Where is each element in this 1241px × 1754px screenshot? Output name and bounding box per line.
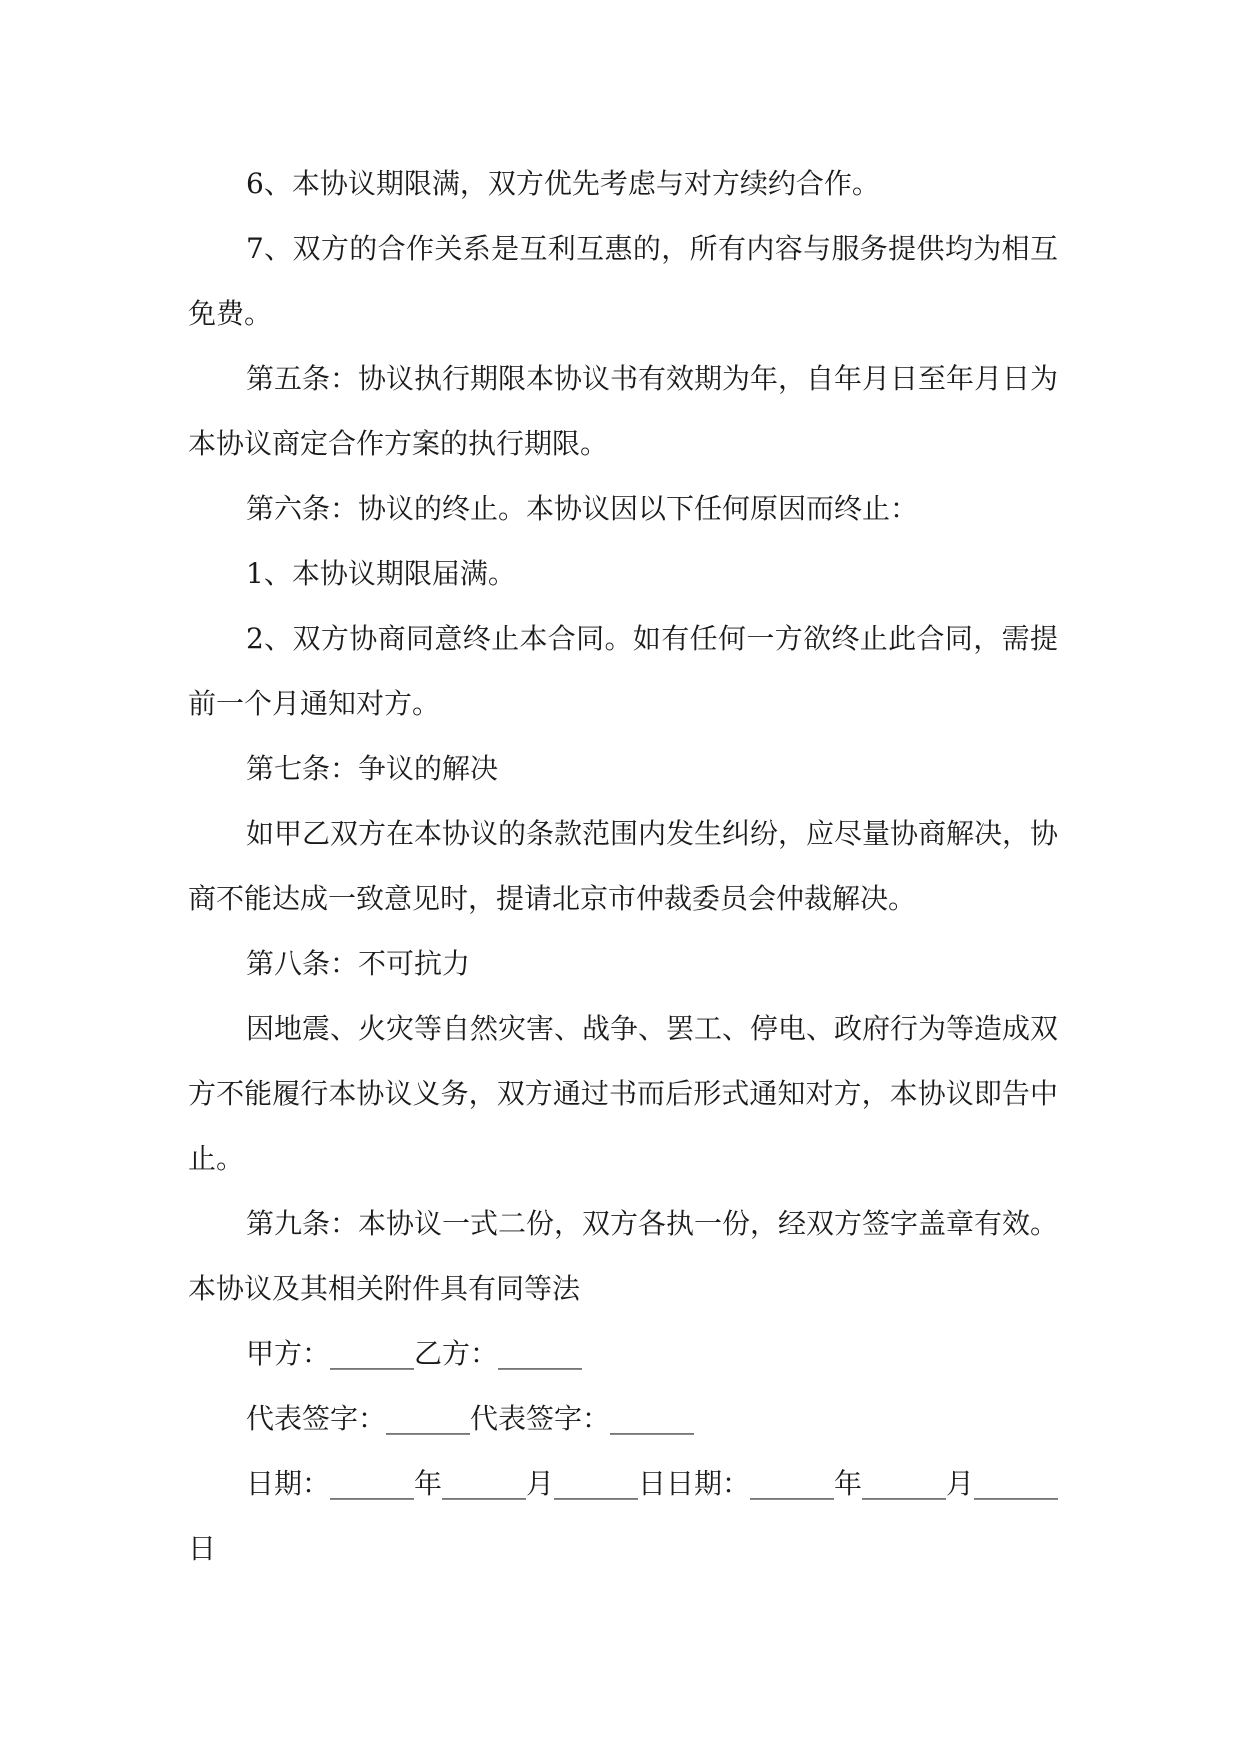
article-5-term: 第五条：协议执行期限本协议书有效期为年，自年月日至年月日为本协议商定合作方案的执行期限。 (188, 362, 1059, 460)
signature-representatives-line: 代表签字：______代表签字：______ (246, 1402, 695, 1435)
termination-item-2: 2、双方协商同意终止本合同。如有任何一方欲终止此合同，需提前一个月通知对方。 (188, 622, 1058, 720)
article-8-body: 因地震、火灾等自然灾害、战争、罢工、停电、政府行为等造成双方不能履行本协议义务，双方通过书而后形式通知对方，本协议即告中止。 (188, 1012, 1059, 1175)
clause-6-renewal: 6、本协议期限满，双方优先考虑与对方续约合作。 (246, 167, 880, 200)
article-7-heading: 第七条：争议的解决 (246, 752, 499, 785)
document-body (188, 151, 1058, 1581)
article-7-body: 如甲乙双方在本协议的条款范围内发生纠纷，应尽量协商解决，协商不能达成一致意见时，提请北京市仲裁委员会仲裁解决。 (188, 817, 1059, 915)
article-9-copies: 第九条：本协议一式二份，双方各执一份，经双方签字盖章有效。本协议及其相关附件具有同等法 (188, 1207, 1059, 1305)
signature-parties-line: 甲方：______乙方：______ (246, 1337, 583, 1370)
signature-dates-line: 日期：______年______月______日日期：______年______月______日 (188, 1467, 1059, 1565)
clause-7-mutual-benefit: 7、双方的合作关系是互利互惠的，所有内容与服务提供均为相互免费。 (188, 232, 1058, 330)
article-6-termination: 第六条：协议的终止。本协议因以下任何原因而终止： (246, 492, 919, 525)
termination-item-1: 1、本协议期限届满。 (246, 557, 516, 590)
article-8-heading: 第八条：不可抗力 (246, 947, 471, 980)
